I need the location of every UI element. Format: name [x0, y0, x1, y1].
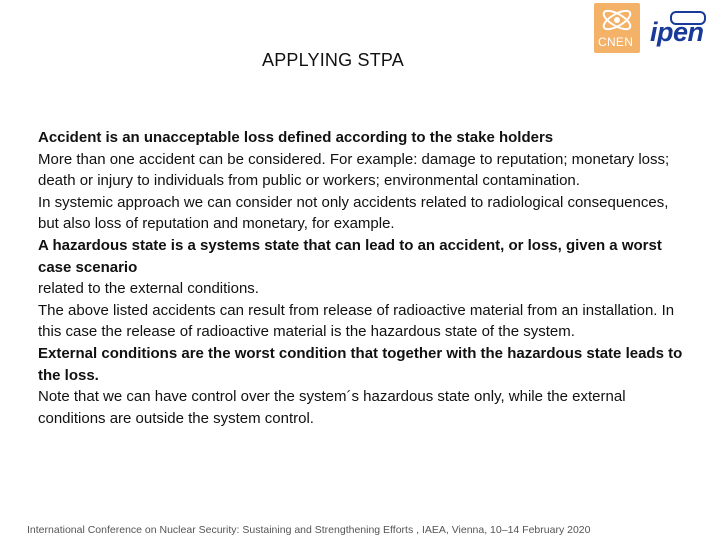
- atom-icon: [594, 3, 640, 37]
- cnen-logo: [594, 3, 640, 53]
- ipen-logo-text: ipen: [650, 17, 704, 47]
- cnen-logo-text: CNEN: [598, 35, 634, 49]
- slide-footer: International Conference on Nuclear Security: Sustaining and Strengthening Efforts , IAEA, Vienna, 10–14 February 2020: [27, 524, 591, 536]
- paragraph: The above listed accidents can result from release of radioactive material from an installation. In this case the release of radioactive material is the hazardous state of the system.: [38, 301, 675, 341]
- paragraph: Accident is an unacceptable loss defined according to the stake holders: [38, 129, 554, 146]
- paragraph: A hazardous state is a systems state that can lead to an accident, or loss, given a worst case scenario: [38, 236, 662, 276]
- paragraph: related to the external conditions.: [38, 280, 259, 298]
- paragraph: External conditions are the worst condition that together with the hazardous state leads to the loss.: [38, 344, 683, 384]
- paragraph: More than one accident can be considered. For example: damage to reputation; monetary loss; death or injury to individuals from public or workers; environmental contamination.: [38, 150, 670, 190]
- ipen-logo: [644, 5, 718, 51]
- logo-group: [594, 3, 718, 53]
- slide-body: [38, 127, 688, 429]
- paragraph: In systemic approach we can consider not only accidents related to radiological consequences, but also loss of reputation and monetary, for example.: [38, 193, 669, 233]
- paragraph: Note that we can have control over the system´s hazardous state only, while the external conditions are outside the system control.: [38, 388, 626, 427]
- slide-title: APPLYING STPA: [262, 50, 404, 70]
